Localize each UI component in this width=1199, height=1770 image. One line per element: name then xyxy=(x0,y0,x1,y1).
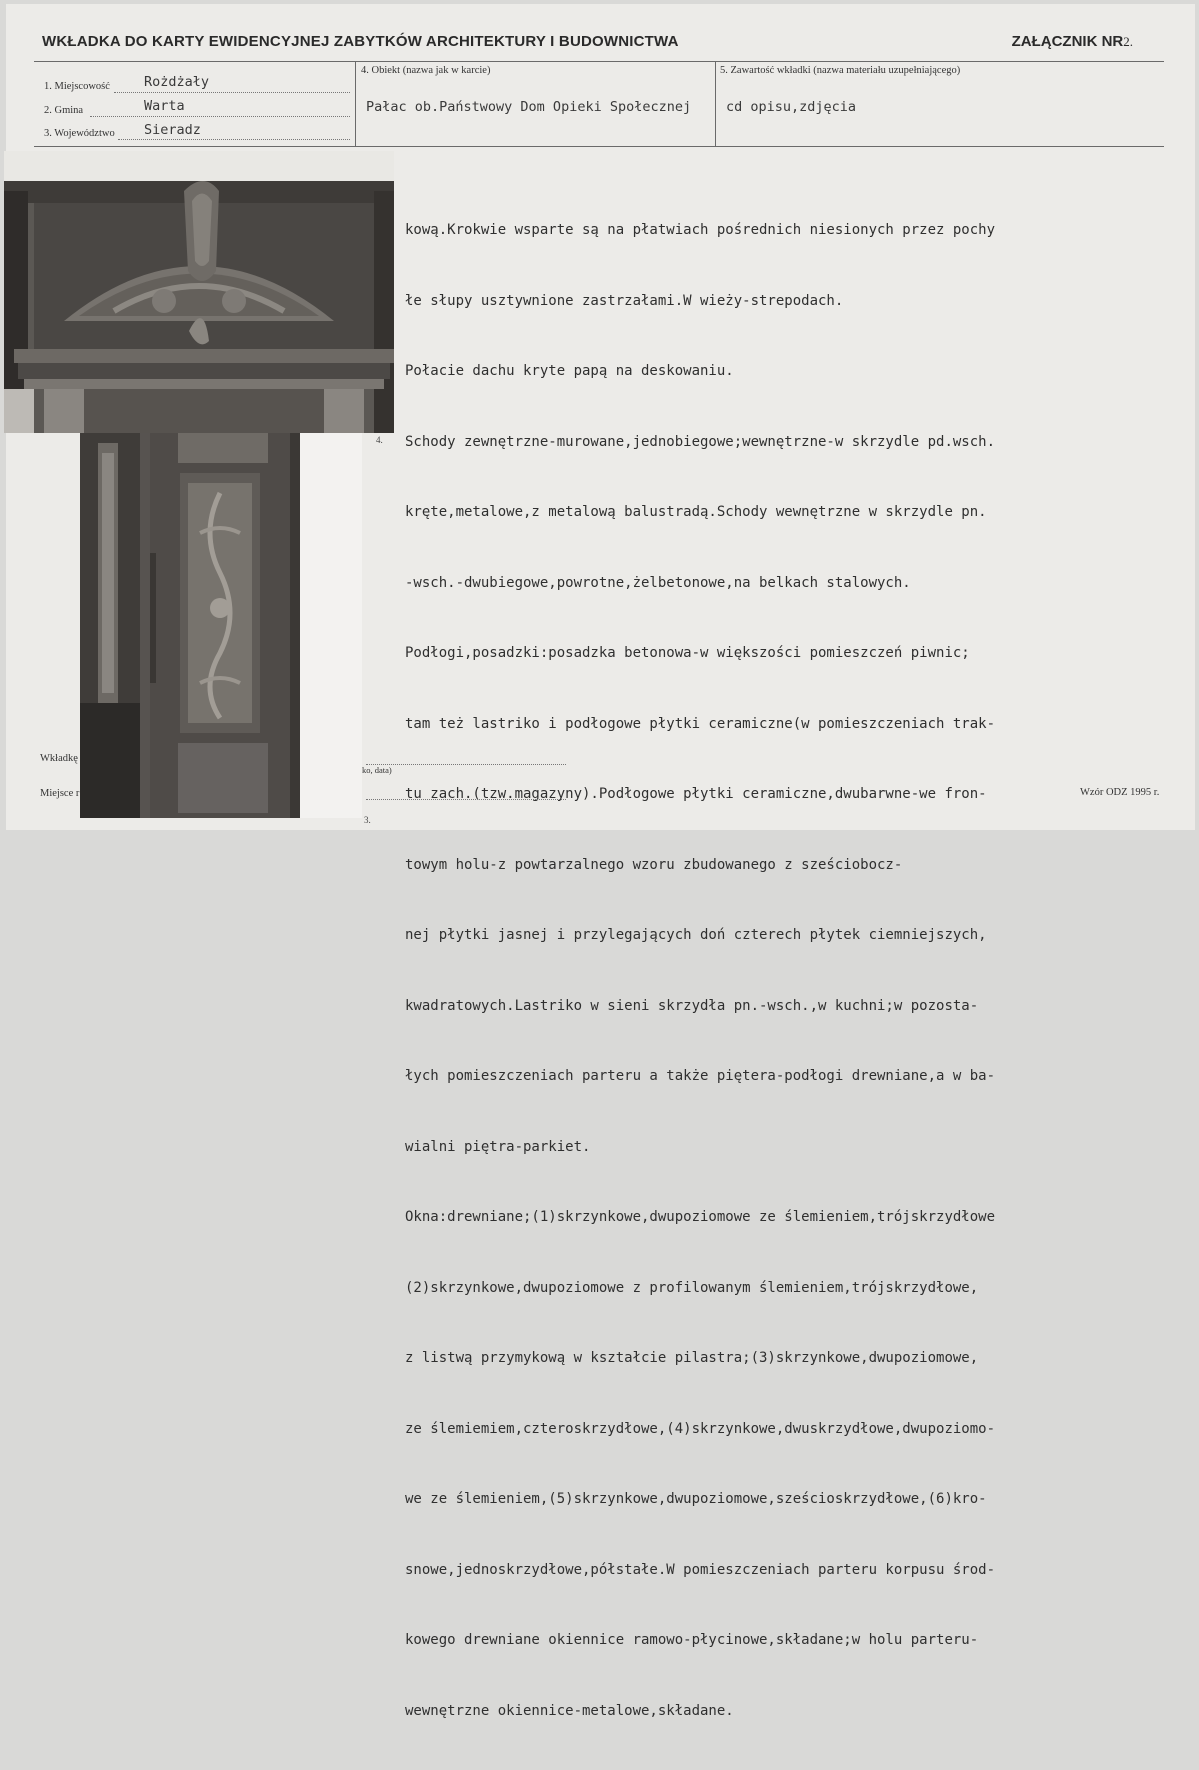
form-version: Wzór ODZ 1995 r. xyxy=(1080,787,1160,798)
voivodeship-dotted-line xyxy=(118,139,350,140)
commune-value: Warta xyxy=(144,98,185,114)
description-text xyxy=(405,172,1125,1770)
locality-dotted-line xyxy=(114,92,350,93)
photo1-number: 4. xyxy=(376,435,383,445)
text-line: (2)skrzynkowe,dwupoziomowe z profilowanym ślemieniem,trójskrzydłowe, xyxy=(405,1279,979,1296)
insert-prepared-label: Wkładkę xyxy=(40,753,78,764)
attachment-label-text: ZAŁĄCZNIK NR xyxy=(1011,33,1124,50)
text-line: kowego drewniane okiennice ramowo-płycinowe,składane;w holu parteru- xyxy=(405,1632,979,1648)
place-dotted-line xyxy=(366,799,566,800)
contents-value: cd opisu,zdjęcia xyxy=(726,99,857,115)
text-line: wewnętrzne okiennice-metalowe,składane. xyxy=(405,1702,734,1719)
text-line: snowe,jednoskrzydłowe,półstałe.W pomieszczeniach parteru korpusu środ- xyxy=(405,1561,996,1578)
text-line: kręte,metalowe,z metalową balustradą.Schody wewnętrzne w skrzydle pn. xyxy=(405,504,987,520)
text-line: łe słupy usztywnione zastrzałami.W wieży-strepodach. xyxy=(405,292,844,309)
attachment-number: 2. xyxy=(1123,34,1133,49)
voivodeship-value: Sieradz xyxy=(144,122,201,138)
object-label: 4. Obiekt (nazwa jak w karcie) xyxy=(361,65,491,76)
locality-label: 1. Miejscowość xyxy=(44,81,110,92)
text-line: Schody zewnętrzne-murowane,jednobiegowe;wewnętrzne-w skrzydle pd.wsch. xyxy=(405,433,996,450)
text-line: tu zach.(tzw.magazyny).Podłogowe płytki ceramiczne,dwubarwne-we fron- xyxy=(405,786,987,802)
text-line: we ze ślemieniem,(5)skrzynkowe,dwupoziomowe,sześcioskrzydłowe,(6)kro- xyxy=(405,1491,987,1507)
text-line: nej płytki jasnej i przylegających doń czterech płytek ciemniejszych, xyxy=(405,927,987,943)
door-panel-photo-image xyxy=(80,433,362,818)
text-line: Połacie dachu kryte papą na deskowaniu. xyxy=(405,363,734,379)
text-line: Okna:drewniane;(1)skrzynkowe,dwupoziomowe ze ślemieniem,trójskrzydłowe xyxy=(405,1209,996,1225)
form-title: WKŁADKA DO KARTY EWIDENCYJNEJ ZABYTKÓW ARCHITEKTURY I BUDOWNICTWA xyxy=(42,33,679,50)
text-line: ze ślemiemiem,czteroskrzydłowe,(4)skrzynkowe,dwuskrzydłowe,dwupoziomo- xyxy=(405,1420,996,1437)
col-divider-2 xyxy=(715,61,716,147)
fields-bottom-rule xyxy=(34,146,1164,147)
text-line: -wsch.-dwubiegowe,powrotne,żelbetonowe,na belkach stalowych. xyxy=(405,574,911,591)
voivodeship-label: 3. Województwo xyxy=(44,128,115,139)
attachment-label xyxy=(1012,33,1133,50)
text-line: kwadratowych.Lastriko w sieni skrzydła pn.-wsch.,w kuchni;w pozosta- xyxy=(405,997,979,1014)
text-line: z listwą przymykową w kształcie pilastra;(3)skrzynkowe,dwupoziomowe, xyxy=(405,1350,979,1366)
commune-dotted-line xyxy=(90,116,350,117)
text-line: towym holu-z powtarzalnego wzoru zbudowanego z sześciobocz- xyxy=(405,856,903,873)
text-line: tam też lastriko i podłogowe płytki ceramiczne(w pomieszczeniach trak- xyxy=(405,715,996,732)
object-value: Pałac ob.Państwowy Dom Opieki Społecznej xyxy=(366,99,692,115)
col-divider-1 xyxy=(355,61,356,147)
contents-label: 5. Zawartość wkładki (nazwa materiału uzupełniającego) xyxy=(720,65,961,76)
commune-label: 2. Gmina xyxy=(44,105,84,116)
place-label: Miejsce r xyxy=(40,788,80,799)
text-line: kową.Krokwie wsparte są na płatwiach pośrednich niesionych przez pochy xyxy=(405,222,996,238)
photo2-number: 3. xyxy=(364,815,371,825)
door-panel-photo xyxy=(80,433,362,818)
header-rule xyxy=(34,61,1164,62)
pediment-photo-image xyxy=(4,151,394,433)
pediment-photo xyxy=(4,151,394,433)
signature-caption: ko, data) xyxy=(362,765,392,775)
insert-dotted-line xyxy=(366,764,566,765)
locality-value: Rożdżały xyxy=(144,74,210,90)
text-line: Podłogi,posadzki:posadzka betonowa-w większości pomieszczeń piwnic; xyxy=(405,645,970,661)
text-line: wialni piętra-parkiet. xyxy=(405,1138,591,1155)
text-line: łych pomieszczeniach parteru a także piętera-podłogi drewniane,a w ba- xyxy=(405,1068,996,1084)
